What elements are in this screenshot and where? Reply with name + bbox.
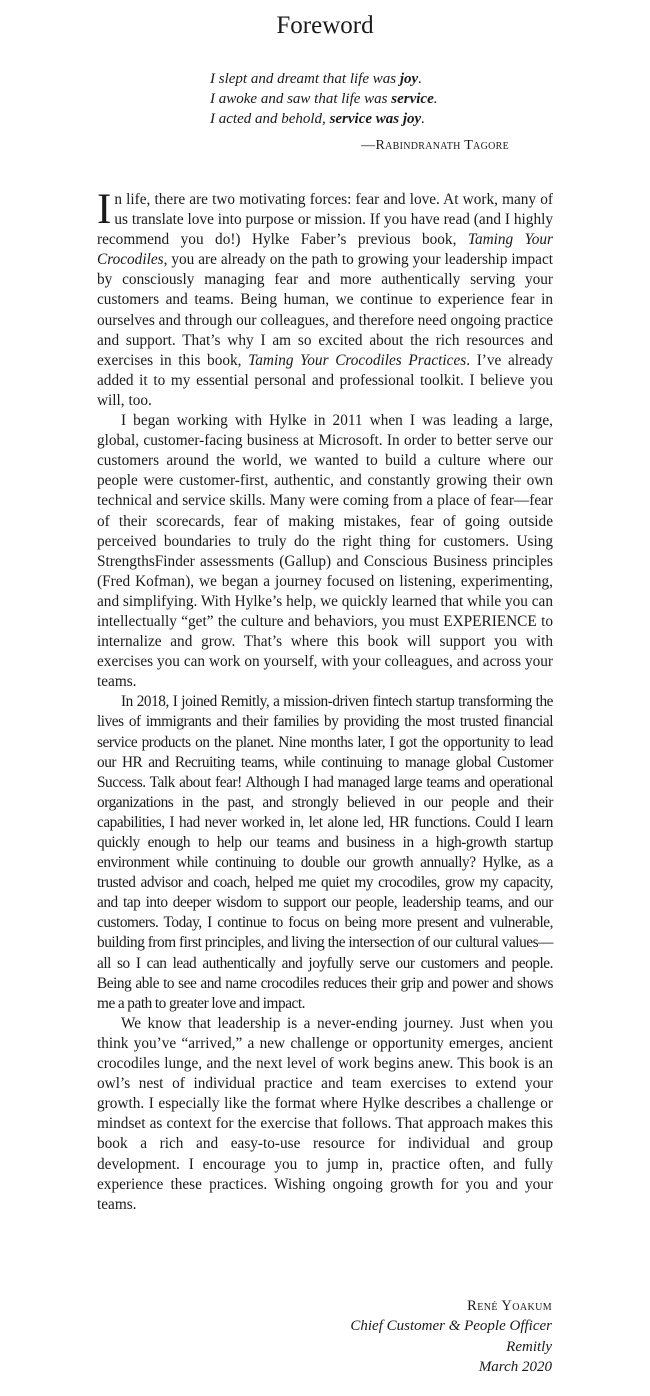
- epigraph-line-2-emphasis: service: [391, 91, 434, 107]
- epigraph-line-2-text: I awoke and saw that life was: [210, 91, 392, 107]
- paragraph-2: I began working with Hylke in 2011 when I was leading a large, global, customer-facing business at Microsoft. In order to better serve our customers around the world, we wanted to build a culture where our people were customer-first, authentic, and constantly growing their own technical and service skills. Many were coming from a place of fear—fear of their scorecards, fear of making mistakes, fear of going outside perceived boundaries to truly do the right thing for customers. Using StrengthsFinder assessments (Gallup) and Conscious Business principles (Fred Kofman), we began a journey focused on listening, experimenting, and simplifying. With Hylke’s help, we quickly learned that while you can intellectually “get” the culture and behaviors, you must EXPERIENCE to internalize and grow. That’s where this book will support you with exercises you can work on yourself, with your colleagues, and across your teams.: [97, 412, 553, 691]
- paragraph-1-text-b: , you are already on the path to growing your leadership impact by consciously managing fear and more authentically serving your customers and teams. Being human, we continue to experience fear in ourselves and through our colleagues, and therefore need ongoing practice and support. That’s why I am so excited about the rich resources and exercises in this book,: [97, 251, 553, 369]
- epigraph-line-3-end: .: [421, 111, 425, 127]
- book-title-taming-your-crocodiles: Taming Your Crocodiles: [97, 231, 553, 269]
- foreword-body: [97, 186, 553, 1215]
- epigraph-line-3-emphasis: service was joy: [329, 111, 422, 127]
- epigraph-line-3-text: I acted and behold,: [210, 111, 330, 127]
- epigraph: [210, 69, 520, 129]
- drop-cap: I: [97, 186, 112, 233]
- paragraph-1-text-c: . I’ve already added it to my essential personal and professional toolkit. I believe you will, too.: [97, 351, 553, 409]
- paragraph-3: In 2018, I joined Remitly, a mission-driven fintech startup transforming the lives of immigrants and their families by providing the most trusted financial service products on the planet. Nine months later, I got the opportunity to lead our HR and Recruiting teams, while continuing to manage global Customer Success. Talk about fear! Although I had managed large teams and operational organizations in the past, and strongly believed in our people and their capabilities, I had never worked in, let alone led, HR functions. Could I learn quickly enough to help our teams and business in a high-growth startup environment while continuing to double our growth annually? Hylke, as a trusted advisor and coach, helped me quiet my crocodiles, grow my capacity, and tap into deeper wisdom to support our people, leadership teams, and our customers. Today, I continue to focus on being more present and vulnerable, building from first principles, and living the intersection of our cultural values—all so I can lead authentically and joyfully serve our customers and people. Being able to see and name crocodiles reduces their grip and power and shows me a path to greater love and impact.: [97, 693, 553, 1012]
- signature-date: March 2020: [478, 1358, 552, 1375]
- paragraph-1: [97, 186, 553, 411]
- paragraph-1-text-a: n life, there are two motivating forces: fear and love. At work, many of us translate love into purpose or mission. If you have read (and I highly recommend you do!) Hylke Faber’s previous book,: [97, 191, 553, 249]
- signature-role: Chief Customer & People Officer: [350, 1318, 552, 1335]
- page-title: Foreword: [276, 12, 374, 39]
- paragraph-4: We know that leadership is a never-ending journey. Just when you think you’ve “arrived,” a new challenge or opportunity emerges, ancient crocodiles lunge, and the next level of work begins anew. This book is an owl’s nest of individual practice and team exercises to extend your growth. I especially like the format where Hylke describes a challenge or mindset as context for the exercise that follows. That approach makes this book a rich and easy-to-use resource for individual and group development. I encourage you to jump in, practice often, and fully experience these practices. Wishing ongoing growth for you and your teams.: [97, 1014, 553, 1213]
- epigraph-line-1: [210, 69, 520, 89]
- signature-name: René Yoakum: [467, 1298, 552, 1314]
- epigraph-line-1-emphasis: joy: [399, 71, 419, 87]
- epigraph-line-2-end: .: [433, 91, 438, 107]
- signature-block: [350, 1296, 552, 1377]
- epigraph-line-2: [210, 89, 520, 109]
- signature-company: Remitly: [506, 1338, 552, 1355]
- attribution-name: Rabindranath Tagore: [375, 138, 509, 153]
- attribution-dash: —: [361, 138, 376, 153]
- epigraph-line-1-end: .: [418, 71, 422, 87]
- epigraph-line-1-text: I slept and dreamt that life was: [210, 71, 400, 87]
- book-title-practices: Taming Your Crocodiles Practices: [248, 351, 467, 369]
- epigraph-attribution: [361, 138, 509, 154]
- epigraph-line-3: [210, 109, 520, 129]
